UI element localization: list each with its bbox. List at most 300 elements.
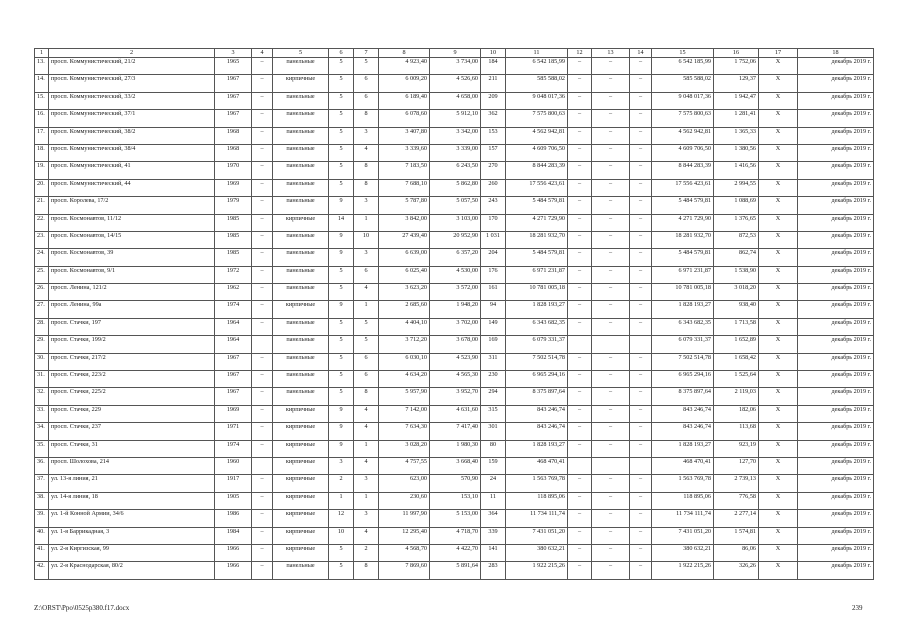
table-cell: 5 057,50 xyxy=(430,197,481,214)
table-cell: 1 xyxy=(329,492,354,509)
footer-file-path: Z:\ORST\Ppo\0525p380.f17.docx xyxy=(34,604,130,612)
table-cell: 18 281 932,70 xyxy=(652,231,714,248)
table-cell: 18 281 932,70 xyxy=(506,231,568,248)
table-cell: декабрь 2019 г. xyxy=(798,231,874,248)
table-cell: 6 xyxy=(354,266,379,283)
table-cell: 9 048 017,36 xyxy=(506,92,568,109)
column-number-header: 16 xyxy=(714,49,759,58)
table-cell: 161 xyxy=(481,284,506,301)
table-cell: – xyxy=(568,423,592,440)
table-cell: просп. Космонавтов, 39 xyxy=(49,249,215,266)
table-cell: – xyxy=(592,214,630,231)
table-cell: 4 422,70 xyxy=(430,544,481,561)
table-row xyxy=(35,423,874,440)
table-cell: 4 xyxy=(354,423,379,440)
table-cell: 6 343 682,35 xyxy=(652,318,714,335)
table-cell: – xyxy=(568,144,592,161)
table-row xyxy=(35,388,874,405)
table-cell: – xyxy=(630,371,652,388)
table-cell: 6 079 331,37 xyxy=(506,336,568,353)
table-cell: – xyxy=(568,58,592,75)
table-cell: 1967 xyxy=(215,371,252,388)
table-cell: 1968 xyxy=(215,127,252,144)
table-cell: – xyxy=(252,318,273,335)
table-cell: 3 678,00 xyxy=(430,336,481,353)
table-cell: панельные xyxy=(273,231,329,248)
table-cell: просп. Стачки, 217/2 xyxy=(49,353,215,370)
table-cell: кирпичные xyxy=(273,492,329,509)
table-cell: – xyxy=(630,58,652,75)
table-cell: 1969 xyxy=(215,405,252,422)
table-cell: просп. Королева, 17/2 xyxy=(49,197,215,214)
table-cell: – xyxy=(592,58,630,75)
table-cell: 184 xyxy=(481,58,506,75)
table-cell: – xyxy=(630,423,652,440)
table-cell: 1 828 193,27 xyxy=(506,301,568,318)
table-cell: – xyxy=(568,371,592,388)
table-cell: 1960 xyxy=(215,457,252,474)
table-cell: 4 631,60 xyxy=(430,405,481,422)
table-cell: 141 xyxy=(481,544,506,561)
table-cell: 1 948,20 xyxy=(430,301,481,318)
table-cell: 14 xyxy=(329,214,354,231)
table-cell: 27 439,40 xyxy=(379,231,430,248)
table-cell: 4 609 706,50 xyxy=(506,144,568,161)
table-cell: 5 xyxy=(354,336,379,353)
table-cell: – xyxy=(252,492,273,509)
table-cell: просп. Стачки, 197 xyxy=(49,318,215,335)
column-number-header: 12 xyxy=(568,49,592,58)
table-cell: панельные xyxy=(273,562,329,579)
table-cell: 5 xyxy=(354,58,379,75)
table-cell: 8 xyxy=(354,388,379,405)
table-cell: панельные xyxy=(273,92,329,109)
table-cell: 159 xyxy=(481,457,506,474)
table-cell: 6 030,10 xyxy=(379,353,430,370)
table-cell: – xyxy=(252,301,273,318)
table-cell: – xyxy=(630,527,652,544)
table-cell: декабрь 2019 г. xyxy=(798,440,874,457)
table-cell: 5 xyxy=(329,544,354,561)
table-cell: 1971 xyxy=(215,423,252,440)
table-cell: 5 xyxy=(329,58,354,75)
table-cell: 16. xyxy=(35,110,49,127)
table-cell: панельные xyxy=(273,388,329,405)
table-cell: – xyxy=(252,127,273,144)
table-cell: 294 xyxy=(481,388,506,405)
table-cell: ул. 2-я Краснодарская, 80/2 xyxy=(49,562,215,579)
table-cell xyxy=(630,336,652,353)
table-cell: 1 828 193,27 xyxy=(652,301,714,318)
table-cell: кирпичные xyxy=(273,440,329,457)
registry-table xyxy=(34,48,874,580)
table-cell: декабрь 2019 г. xyxy=(798,318,874,335)
table-cell: декабрь 2019 г. xyxy=(798,492,874,509)
table-cell: 1 563 769,78 xyxy=(652,475,714,492)
table-cell: – xyxy=(592,475,630,492)
table-cell: 364 xyxy=(481,510,506,527)
table-cell: кирпичные xyxy=(273,75,329,92)
table-cell: – xyxy=(630,301,652,318)
table-cell: – xyxy=(568,527,592,544)
table-cell xyxy=(592,457,630,474)
table-cell: кирпичные xyxy=(273,510,329,527)
table-cell: 8 xyxy=(354,162,379,179)
table-cell: 1 525,64 xyxy=(714,371,759,388)
table-cell: 380 632,21 xyxy=(506,544,568,561)
table-cell: 21. xyxy=(35,197,49,214)
table-cell: 1974 xyxy=(215,301,252,318)
table-cell: 3 018,20 xyxy=(714,284,759,301)
table-cell: 113,68 xyxy=(714,423,759,440)
table-cell: 5 xyxy=(329,353,354,370)
table-row xyxy=(35,249,874,266)
table-cell: 1 922 215,26 xyxy=(506,562,568,579)
table-cell: 5 xyxy=(354,318,379,335)
table-cell: – xyxy=(630,284,652,301)
table-cell: кирпичные xyxy=(273,544,329,561)
table-cell: 1962 xyxy=(215,284,252,301)
table-cell: Х xyxy=(759,127,798,144)
table-cell: 301 xyxy=(481,423,506,440)
table-cell: Х xyxy=(759,231,798,248)
table-cell: 94 xyxy=(481,301,506,318)
table-cell: 4 718,70 xyxy=(430,527,481,544)
table-cell: 36. xyxy=(35,457,49,474)
table-cell: 5 xyxy=(329,144,354,161)
table-cell: – xyxy=(252,75,273,92)
table-cell: 1986 xyxy=(215,510,252,527)
table-cell: 20. xyxy=(35,179,49,196)
table-cell: – xyxy=(252,562,273,579)
table-cell: 5 xyxy=(329,371,354,388)
table-cell: 11 734 111,74 xyxy=(652,510,714,527)
table-cell: 1967 xyxy=(215,75,252,92)
table-cell: 260 xyxy=(481,179,506,196)
table-cell: просп. Космонавтов, 9/1 xyxy=(49,266,215,283)
table-cell: 7 502 514,78 xyxy=(652,353,714,370)
table-cell: 1968 xyxy=(215,144,252,161)
table-cell: – xyxy=(568,162,592,179)
table-cell: 127,70 xyxy=(714,457,759,474)
table-cell: 9 xyxy=(329,405,354,422)
table-cell: 27. xyxy=(35,301,49,318)
table-cell: 6 243,50 xyxy=(430,162,481,179)
table-cell: 9 xyxy=(329,423,354,440)
table-cell: 4 658,00 xyxy=(430,92,481,109)
table-cell: – xyxy=(568,266,592,283)
table-cell: Х xyxy=(759,353,798,370)
table-cell: 9 xyxy=(329,231,354,248)
table-cell: – xyxy=(592,510,630,527)
table-cell: 3 842,00 xyxy=(379,214,430,231)
table-cell: – xyxy=(568,249,592,266)
table-cell: 5 xyxy=(329,266,354,283)
table-cell: декабрь 2019 г. xyxy=(798,371,874,388)
table-cell: 843 246,74 xyxy=(652,423,714,440)
table-cell: – xyxy=(252,162,273,179)
table-cell: декабрь 2019 г. xyxy=(798,249,874,266)
table-cell: – xyxy=(252,440,273,457)
table-cell: 182,06 xyxy=(714,405,759,422)
table-cell: 23. xyxy=(35,231,49,248)
table-row xyxy=(35,179,874,196)
table-cell: 80 xyxy=(481,440,506,457)
table-cell: – xyxy=(630,214,652,231)
column-number-header: 13 xyxy=(592,49,630,58)
table-cell: – xyxy=(592,423,630,440)
table-cell: 1964 xyxy=(215,318,252,335)
column-number-header: 17 xyxy=(759,49,798,58)
table-cell: просп. Шолохова, 214 xyxy=(49,457,215,474)
table-cell: панельные xyxy=(273,179,329,196)
table-cell: 1 922 215,26 xyxy=(652,562,714,579)
table-row xyxy=(35,110,874,127)
table-cell: декабрь 2019 г. xyxy=(798,527,874,544)
table-cell: – xyxy=(630,562,652,579)
table-cell: просп. Коммунистический, 37/1 xyxy=(49,110,215,127)
table-cell: – xyxy=(252,475,273,492)
column-number-header: 7 xyxy=(354,49,379,58)
table-cell: 3 712,20 xyxy=(379,336,430,353)
table-cell: просп. Стачки, 223/2 xyxy=(49,371,215,388)
table-cell: 1 416,56 xyxy=(714,162,759,179)
table-cell: 3 xyxy=(329,457,354,474)
table-cell: кирпичные xyxy=(273,457,329,474)
table-cell: кирпичные xyxy=(273,527,329,544)
table-cell: 169 xyxy=(481,336,506,353)
table-cell: 3 xyxy=(354,475,379,492)
table-cell: 8 844 283,39 xyxy=(652,162,714,179)
table-cell: – xyxy=(592,492,630,509)
table-cell: ул. 1-й Конной Армии, 34/6 xyxy=(49,510,215,527)
table-cell: 10 781 005,18 xyxy=(506,284,568,301)
table-cell: панельные xyxy=(273,266,329,283)
table-row xyxy=(35,197,874,214)
table-cell: просп. Стачки, 199/2 xyxy=(49,336,215,353)
table-cell: 3 734,00 xyxy=(430,58,481,75)
table-cell: 1970 xyxy=(215,162,252,179)
table-cell: – xyxy=(252,423,273,440)
table-cell: 1967 xyxy=(215,110,252,127)
table-cell: 1 652,89 xyxy=(714,336,759,353)
table-cell: 7 575 800,63 xyxy=(652,110,714,127)
table-row xyxy=(35,162,874,179)
table-cell: 4 xyxy=(354,527,379,544)
table-cell: 19. xyxy=(35,162,49,179)
table-cell: Х xyxy=(759,388,798,405)
table-cell xyxy=(252,457,273,474)
table-cell: 362 xyxy=(481,110,506,127)
table-cell: 4 530,00 xyxy=(430,266,481,283)
table-cell: кирпичные xyxy=(273,405,329,422)
table-cell: Х xyxy=(759,371,798,388)
table-cell: декабрь 2019 г. xyxy=(798,353,874,370)
table-cell: 5 484 579,81 xyxy=(652,197,714,214)
table-cell: – xyxy=(252,231,273,248)
table-cell: 6 189,40 xyxy=(379,92,430,109)
table-cell: – xyxy=(630,249,652,266)
table-cell: Х xyxy=(759,214,798,231)
table-row xyxy=(35,336,874,353)
table-cell: – xyxy=(630,162,652,179)
table-cell: 32. xyxy=(35,388,49,405)
table-cell: 938,40 xyxy=(714,301,759,318)
table-cell: 11 xyxy=(481,492,506,509)
footer-page-number: 239 xyxy=(852,604,863,612)
table-cell: 5 xyxy=(329,284,354,301)
table-cell: 3 702,00 xyxy=(430,318,481,335)
table-cell: 3 342,00 xyxy=(430,127,481,144)
table-cell: 13. xyxy=(35,58,49,75)
table-cell: декабрь 2019 г. xyxy=(798,75,874,92)
table-cell: 24 xyxy=(481,475,506,492)
table-cell: – xyxy=(592,144,630,161)
table-cell: – xyxy=(568,475,592,492)
table-row xyxy=(35,457,874,474)
table-cell: 3 xyxy=(354,510,379,527)
table-cell: просп. Коммунистический, 41 xyxy=(49,162,215,179)
table-cell: – xyxy=(252,544,273,561)
table-cell: – xyxy=(630,110,652,127)
table-cell: 862,74 xyxy=(714,249,759,266)
table-cell: – xyxy=(630,197,652,214)
table-cell: 311 xyxy=(481,353,506,370)
table-cell: панельные xyxy=(273,162,329,179)
table-cell: ул. 2-я Киргизская, 99 xyxy=(49,544,215,561)
table-row xyxy=(35,301,874,318)
table-cell xyxy=(592,336,630,353)
table-cell: 4 562 942,81 xyxy=(652,127,714,144)
table-cell: 6 xyxy=(354,371,379,388)
table-cell: 585 588,02 xyxy=(506,75,568,92)
table-cell: декабрь 2019 г. xyxy=(798,544,874,561)
table-cell: 118 895,06 xyxy=(506,492,568,509)
table-cell: ул. 14-я линия, 18 xyxy=(49,492,215,509)
table-cell: 209 xyxy=(481,92,506,109)
table-cell: 7 502 514,78 xyxy=(506,353,568,370)
table-cell: декабрь 2019 г. xyxy=(798,388,874,405)
table-cell: Х xyxy=(759,92,798,109)
table-cell: декабрь 2019 г. xyxy=(798,336,874,353)
table-cell: 4 xyxy=(354,457,379,474)
table-cell: кирпичные xyxy=(273,301,329,318)
table-cell: 29. xyxy=(35,336,49,353)
table-cell: – xyxy=(592,249,630,266)
table-cell: 380 632,21 xyxy=(652,544,714,561)
table-cell: – xyxy=(630,231,652,248)
table-cell: – xyxy=(568,214,592,231)
table-cell: 4 523,90 xyxy=(430,353,481,370)
table-cell: 7 431 051,20 xyxy=(506,527,568,544)
table-cell: 1965 xyxy=(215,58,252,75)
table-cell: 5 xyxy=(329,179,354,196)
table-cell: 5 xyxy=(329,562,354,579)
table-cell: 7 417,40 xyxy=(430,423,481,440)
table-cell: 4 404,10 xyxy=(379,318,430,335)
table-cell: – xyxy=(630,144,652,161)
table-cell: 39. xyxy=(35,510,49,527)
header-row xyxy=(35,49,874,58)
table-row xyxy=(35,75,874,92)
table-cell: – xyxy=(592,301,630,318)
table-cell: Х xyxy=(759,510,798,527)
table-cell: 283 xyxy=(481,562,506,579)
table-cell: декабрь 2019 г. xyxy=(798,475,874,492)
table-cell: – xyxy=(592,110,630,127)
table-cell: 2 119,03 xyxy=(714,388,759,405)
table-cell: – xyxy=(252,110,273,127)
table-cell: 4 xyxy=(354,284,379,301)
table-cell: 9 xyxy=(329,197,354,214)
table-cell: – xyxy=(252,214,273,231)
table-cell: 1967 xyxy=(215,353,252,370)
table-cell: 6 971 231,87 xyxy=(652,266,714,283)
table-cell: – xyxy=(568,405,592,422)
table-cell: – xyxy=(568,544,592,561)
table-cell: – xyxy=(568,231,592,248)
table-cell: 5 957,90 xyxy=(379,388,430,405)
table-cell: 4 xyxy=(354,405,379,422)
table-cell: – xyxy=(630,318,652,335)
table-cell: – xyxy=(592,162,630,179)
table-cell: – xyxy=(252,92,273,109)
table-cell: 8 xyxy=(354,110,379,127)
table-cell: 4 xyxy=(354,144,379,161)
table-cell: 1 365,33 xyxy=(714,127,759,144)
table-cell: 1 xyxy=(354,214,379,231)
table-cell: кирпичные xyxy=(273,475,329,492)
table-cell: Х xyxy=(759,457,798,474)
table-cell: – xyxy=(568,179,592,196)
table-cell: просп. Стачки, 229 xyxy=(49,405,215,422)
table-cell: 4 634,20 xyxy=(379,371,430,388)
table-cell: просп. Коммунистический, 44 xyxy=(49,179,215,196)
table-cell: 5 xyxy=(329,110,354,127)
table-row xyxy=(35,92,874,109)
table-cell: просп. Стачки, 31 xyxy=(49,440,215,457)
table-cell: просп. Коммунистический, 27/3 xyxy=(49,75,215,92)
table-cell: 6 xyxy=(354,92,379,109)
table-row xyxy=(35,527,874,544)
column-number-header: 1 xyxy=(35,49,49,58)
table-cell: 176 xyxy=(481,266,506,283)
table-cell: – xyxy=(630,475,652,492)
table-cell: декабрь 2019 г. xyxy=(798,58,874,75)
table-cell: 5 xyxy=(329,318,354,335)
table-cell: Х xyxy=(759,266,798,283)
table-cell: 1 088,69 xyxy=(714,197,759,214)
table-cell: 4 562 942,81 xyxy=(506,127,568,144)
table-cell: – xyxy=(252,510,273,527)
table-cell: 25. xyxy=(35,266,49,283)
table-cell: 2 277,14 xyxy=(714,510,759,527)
table-cell: 843 246,74 xyxy=(506,405,568,422)
table-cell: 18. xyxy=(35,144,49,161)
table-cell: 1 980,30 xyxy=(430,440,481,457)
table-cell: 10 781 005,18 xyxy=(652,284,714,301)
table-cell: 3 103,00 xyxy=(430,214,481,231)
table-row xyxy=(35,214,874,231)
table-cell: 4 568,70 xyxy=(379,544,430,561)
table-cell: 5 xyxy=(329,92,354,109)
table-cell: 2 739,13 xyxy=(714,475,759,492)
table-cell: 3 952,70 xyxy=(430,388,481,405)
table-row xyxy=(35,231,874,248)
table-body xyxy=(35,49,874,580)
table-cell: 1 828 193,27 xyxy=(652,440,714,457)
table-cell: – xyxy=(592,318,630,335)
